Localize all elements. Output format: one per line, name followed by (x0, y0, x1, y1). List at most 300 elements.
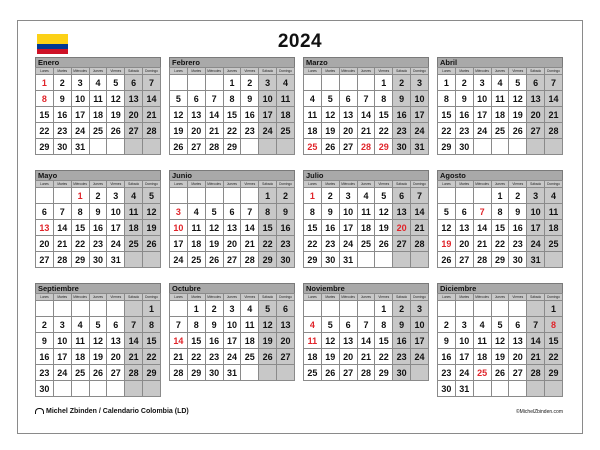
empty-cell (107, 301, 125, 317)
day-cell: 25 (89, 123, 107, 139)
weekday-label: Martes (455, 181, 473, 188)
weekday-label: Sábado (259, 294, 277, 301)
day-cell: 17 (411, 107, 429, 123)
day-cell: 17 (411, 333, 429, 349)
empty-cell (143, 252, 161, 268)
day-cell: 20 (527, 107, 545, 123)
week-row (438, 333, 563, 349)
empty-cell (107, 381, 125, 397)
empty-cell (411, 365, 429, 381)
day-cell: 10 (527, 204, 545, 220)
day-cell: 29 (491, 252, 509, 268)
day-cell: 2 (438, 317, 456, 333)
day-cell: 29 (375, 365, 393, 381)
empty-cell (339, 301, 357, 317)
day-cell: 1 (545, 301, 563, 317)
day-cell: 8 (36, 91, 54, 107)
month-name: Mayo (35, 170, 161, 180)
day-cell: 3 (259, 75, 277, 91)
weekday-label: Domingo (277, 294, 295, 301)
day-cell: 3 (53, 317, 71, 333)
day-cell: 21 (411, 220, 429, 236)
day-cell: 20 (277, 333, 295, 349)
day-cell: 26 (321, 365, 339, 381)
weekday-header-row (438, 68, 563, 75)
week-row (170, 75, 295, 91)
day-cell: 28 (545, 123, 563, 139)
day-cell: 26 (205, 252, 223, 268)
day-cell: 27 (393, 236, 411, 252)
month-name: Diciembre (437, 283, 563, 293)
day-cell: 30 (393, 139, 411, 155)
day-cell: 26 (438, 252, 456, 268)
day-cell: 10 (473, 91, 491, 107)
week-row (36, 91, 161, 107)
day-cell: 27 (223, 252, 241, 268)
weekday-label: Jueves (491, 181, 509, 188)
week-row (304, 365, 429, 381)
day-cell: 13 (455, 220, 473, 236)
day-cell: 28 (473, 252, 491, 268)
day-cell: 17 (107, 220, 125, 236)
weekday-label: Viernes (375, 181, 393, 188)
day-cell: 17 (259, 107, 277, 123)
day-cell: 9 (53, 91, 71, 107)
month-noviembre (303, 283, 429, 381)
day-cell: 9 (438, 333, 456, 349)
empty-cell (53, 301, 71, 317)
day-cell: 3 (71, 75, 89, 91)
day-cell: 3 (527, 188, 545, 204)
day-cell: 27 (107, 365, 125, 381)
month-name: Enero (35, 57, 161, 67)
year-title: 2024 (277, 31, 323, 52)
week-row (438, 220, 563, 236)
month-octubre (169, 283, 295, 381)
weekday-label: Miércoles (71, 68, 89, 75)
day-cell: 9 (509, 204, 527, 220)
day-cell: 25 (357, 236, 375, 252)
site-link[interactable]: ©MichelZbinden.com (515, 409, 563, 415)
weekday-label: Viernes (241, 68, 259, 75)
day-cell: 2 (36, 317, 54, 333)
empty-cell (473, 301, 491, 317)
week-row (170, 91, 295, 107)
weekday-label: Martes (455, 294, 473, 301)
day-cell: 6 (455, 204, 473, 220)
day-cell: 8 (375, 317, 393, 333)
weekday-label: Lunes (36, 294, 54, 301)
day-cell: 23 (205, 349, 223, 365)
weekday-label: Jueves (223, 294, 241, 301)
empty-cell (455, 301, 473, 317)
day-cell: 21 (170, 349, 188, 365)
empty-cell (277, 365, 295, 381)
weekday-label: Miércoles (473, 68, 491, 75)
day-cell: 18 (357, 220, 375, 236)
day-cell: 22 (223, 123, 241, 139)
week-row (304, 139, 429, 155)
weekday-label: Lunes (170, 68, 188, 75)
empty-cell (241, 139, 259, 155)
day-cell: 21 (53, 236, 71, 252)
day-cell: 7 (545, 75, 563, 91)
day-cell: 13 (277, 317, 295, 333)
empty-cell (259, 139, 277, 155)
weekday-label: Domingo (143, 68, 161, 75)
day-cell: 17 (53, 349, 71, 365)
day-cell: 18 (473, 349, 491, 365)
day-cell: 2 (89, 188, 107, 204)
weekday-label: Lunes (36, 68, 54, 75)
day-cell: 20 (36, 236, 54, 252)
weekday-label: Sábado (125, 294, 143, 301)
empty-cell (509, 139, 527, 155)
day-cell: 5 (321, 317, 339, 333)
week-row (304, 236, 429, 252)
day-cell: 1 (438, 75, 456, 91)
month-diciembre (437, 283, 563, 397)
weekday-label: Jueves (357, 181, 375, 188)
day-cell: 18 (304, 123, 322, 139)
day-cell: 27 (36, 252, 54, 268)
weekday-label: Viernes (107, 68, 125, 75)
empty-cell (321, 301, 339, 317)
empty-cell (491, 139, 509, 155)
day-cell: 13 (339, 107, 357, 123)
day-cell: 4 (473, 317, 491, 333)
week-row (36, 204, 161, 220)
week-row (36, 107, 161, 123)
empty-cell (71, 381, 89, 397)
day-cell: 7 (205, 91, 223, 107)
empty-cell (545, 381, 563, 397)
weekday-label: Jueves (491, 294, 509, 301)
weekday-label: Miércoles (339, 68, 357, 75)
empty-cell (455, 188, 473, 204)
week-row (36, 349, 161, 365)
day-cell: 21 (357, 349, 375, 365)
day-cell: 24 (527, 236, 545, 252)
weekday-label: Martes (187, 68, 205, 75)
month-name: Agosto (437, 170, 563, 180)
empty-cell (143, 381, 161, 397)
day-cell: 6 (393, 188, 411, 204)
day-cell: 3 (473, 75, 491, 91)
day-cell: 14 (527, 333, 545, 349)
day-cell: 23 (455, 123, 473, 139)
day-cell: 22 (143, 349, 161, 365)
weekday-label: Martes (53, 68, 71, 75)
weekday-label: Lunes (36, 181, 54, 188)
weekday-label: Lunes (170, 294, 188, 301)
empty-cell (357, 75, 375, 91)
weekday-label: Miércoles (473, 181, 491, 188)
day-cell: 17 (455, 349, 473, 365)
empty-cell (339, 75, 357, 91)
day-cell: 15 (304, 220, 322, 236)
empty-cell (527, 301, 545, 317)
day-cell: 6 (277, 301, 295, 317)
day-cell: 31 (339, 252, 357, 268)
month-table (169, 180, 295, 268)
day-cell: 21 (357, 123, 375, 139)
day-cell: 12 (375, 204, 393, 220)
day-cell: 29 (438, 139, 456, 155)
week-row (304, 107, 429, 123)
week-row (438, 381, 563, 397)
day-cell: 24 (223, 349, 241, 365)
day-cell: 24 (170, 252, 188, 268)
weekday-label: Miércoles (205, 181, 223, 188)
day-cell: 7 (53, 204, 71, 220)
day-cell: 5 (143, 188, 161, 204)
weekday-label: Viernes (375, 294, 393, 301)
day-cell: 23 (36, 365, 54, 381)
day-cell: 5 (375, 188, 393, 204)
day-cell: 3 (107, 188, 125, 204)
day-cell: 9 (205, 317, 223, 333)
day-cell: 7 (170, 317, 188, 333)
week-row (170, 317, 295, 333)
day-cell: 14 (473, 220, 491, 236)
day-cell: 18 (241, 333, 259, 349)
day-cell: 8 (304, 204, 322, 220)
day-cell: 18 (187, 236, 205, 252)
day-cell: 24 (71, 123, 89, 139)
day-cell: 26 (89, 365, 107, 381)
empty-cell (187, 188, 205, 204)
day-cell: 23 (53, 123, 71, 139)
day-cell: 23 (438, 365, 456, 381)
empty-cell (259, 365, 277, 381)
day-cell: 22 (375, 123, 393, 139)
week-row (438, 204, 563, 220)
day-cell: 5 (107, 75, 125, 91)
day-cell: 10 (170, 220, 188, 236)
day-cell: 13 (107, 333, 125, 349)
day-cell: 8 (259, 204, 277, 220)
day-cell: 13 (509, 333, 527, 349)
day-cell: 1 (143, 301, 161, 317)
day-cell: 12 (205, 220, 223, 236)
empty-cell (321, 75, 339, 91)
week-row (438, 91, 563, 107)
weekday-label: Domingo (545, 68, 563, 75)
day-cell: 13 (223, 220, 241, 236)
week-row (36, 123, 161, 139)
day-cell: 11 (277, 91, 295, 107)
day-cell: 8 (223, 91, 241, 107)
day-cell: 15 (491, 220, 509, 236)
day-cell: 1 (491, 188, 509, 204)
day-cell: 3 (411, 75, 429, 91)
empty-cell (375, 252, 393, 268)
empty-cell (277, 139, 295, 155)
day-cell: 14 (143, 91, 161, 107)
week-row (304, 317, 429, 333)
month-table (303, 293, 429, 381)
weekday-header-row (304, 68, 429, 75)
day-cell: 4 (304, 317, 322, 333)
day-cell: 15 (438, 107, 456, 123)
day-cell: 11 (545, 204, 563, 220)
day-cell: 12 (107, 91, 125, 107)
day-cell: 23 (393, 123, 411, 139)
day-cell: 8 (545, 317, 563, 333)
day-cell: 1 (375, 75, 393, 91)
day-cell: 28 (357, 139, 375, 155)
weekday-label: Domingo (143, 294, 161, 301)
day-cell: 13 (527, 91, 545, 107)
weekday-header-row (36, 294, 161, 301)
day-cell: 14 (205, 107, 223, 123)
day-cell: 25 (304, 139, 322, 155)
day-cell: 3 (339, 188, 357, 204)
day-cell: 31 (455, 381, 473, 397)
empty-cell (438, 301, 456, 317)
weekday-label: Lunes (438, 68, 456, 75)
day-cell: 2 (277, 188, 295, 204)
weekday-header-row (438, 294, 563, 301)
day-cell: 7 (357, 91, 375, 107)
empty-cell (241, 365, 259, 381)
day-cell: 14 (545, 91, 563, 107)
weekday-label: Domingo (411, 68, 429, 75)
day-cell: 16 (509, 220, 527, 236)
day-cell: 1 (223, 75, 241, 91)
day-cell: 18 (125, 220, 143, 236)
weekday-label: Domingo (545, 294, 563, 301)
day-cell: 23 (241, 123, 259, 139)
week-row (438, 365, 563, 381)
day-cell: 22 (545, 349, 563, 365)
day-cell: 17 (223, 333, 241, 349)
day-cell: 27 (125, 123, 143, 139)
weekday-header-row (304, 181, 429, 188)
day-cell: 5 (321, 91, 339, 107)
day-cell: 28 (143, 123, 161, 139)
day-cell: 11 (187, 220, 205, 236)
day-cell: 23 (277, 236, 295, 252)
empty-cell (53, 381, 71, 397)
day-cell: 19 (107, 107, 125, 123)
weekday-label: Viernes (509, 181, 527, 188)
month-table (437, 180, 563, 268)
day-cell: 20 (455, 236, 473, 252)
weekday-label: Sábado (393, 294, 411, 301)
week-row (304, 333, 429, 349)
day-cell: 29 (71, 252, 89, 268)
month-name: Septiembre (35, 283, 161, 293)
week-row (304, 349, 429, 365)
week-row (304, 188, 429, 204)
day-cell: 21 (527, 349, 545, 365)
day-cell: 19 (491, 349, 509, 365)
day-cell: 31 (107, 252, 125, 268)
week-row (438, 75, 563, 91)
week-row (36, 236, 161, 252)
day-cell: 21 (473, 236, 491, 252)
day-cell: 28 (53, 252, 71, 268)
empty-cell (357, 301, 375, 317)
day-cell: 21 (143, 107, 161, 123)
day-cell: 6 (223, 204, 241, 220)
weekday-label: Sábado (259, 68, 277, 75)
month-name: Marzo (303, 57, 429, 67)
day-cell: 24 (259, 123, 277, 139)
week-row (304, 91, 429, 107)
day-cell: 27 (455, 252, 473, 268)
weekday-label: Lunes (438, 294, 456, 301)
day-cell: 4 (89, 75, 107, 91)
week-row (36, 301, 161, 317)
weekday-label: Martes (455, 68, 473, 75)
day-cell: 17 (527, 220, 545, 236)
weekday-label: Sábado (527, 294, 545, 301)
weekday-label: Sábado (259, 181, 277, 188)
week-row (438, 252, 563, 268)
week-row (36, 381, 161, 397)
day-cell: 29 (545, 365, 563, 381)
day-cell: 8 (375, 91, 393, 107)
weekday-label: Lunes (438, 181, 456, 188)
month-marzo (303, 57, 429, 155)
day-cell: 12 (509, 91, 527, 107)
empty-cell (53, 188, 71, 204)
month-table (35, 67, 161, 155)
weekday-label: Domingo (411, 294, 429, 301)
day-cell: 1 (259, 188, 277, 204)
day-cell: 15 (223, 107, 241, 123)
day-cell: 16 (393, 107, 411, 123)
day-cell: 9 (89, 204, 107, 220)
day-cell: 21 (545, 107, 563, 123)
day-cell: 15 (375, 333, 393, 349)
day-cell: 8 (143, 317, 161, 333)
month-table (169, 67, 295, 155)
week-row (170, 301, 295, 317)
day-cell: 18 (304, 349, 322, 365)
day-cell: 17 (339, 220, 357, 236)
month-name: Junio (169, 170, 295, 180)
day-cell: 31 (223, 365, 241, 381)
day-cell: 10 (107, 204, 125, 220)
day-cell: 30 (36, 381, 54, 397)
day-cell: 12 (259, 317, 277, 333)
week-row (36, 317, 161, 333)
day-cell: 17 (71, 107, 89, 123)
empty-cell (125, 139, 143, 155)
day-cell: 18 (89, 107, 107, 123)
author-logo-icon (35, 408, 44, 414)
day-cell: 29 (187, 365, 205, 381)
day-cell: 18 (277, 107, 295, 123)
weekday-label: Viernes (107, 294, 125, 301)
day-cell: 7 (357, 317, 375, 333)
empty-cell (527, 139, 545, 155)
weekday-label: Sábado (125, 68, 143, 75)
weekday-label: Jueves (357, 294, 375, 301)
day-cell: 22 (438, 123, 456, 139)
week-row (36, 220, 161, 236)
day-cell: 5 (509, 75, 527, 91)
week-row (304, 252, 429, 268)
day-cell: 27 (527, 123, 545, 139)
day-cell: 30 (53, 139, 71, 155)
day-cell: 25 (491, 123, 509, 139)
day-cell: 11 (473, 333, 491, 349)
